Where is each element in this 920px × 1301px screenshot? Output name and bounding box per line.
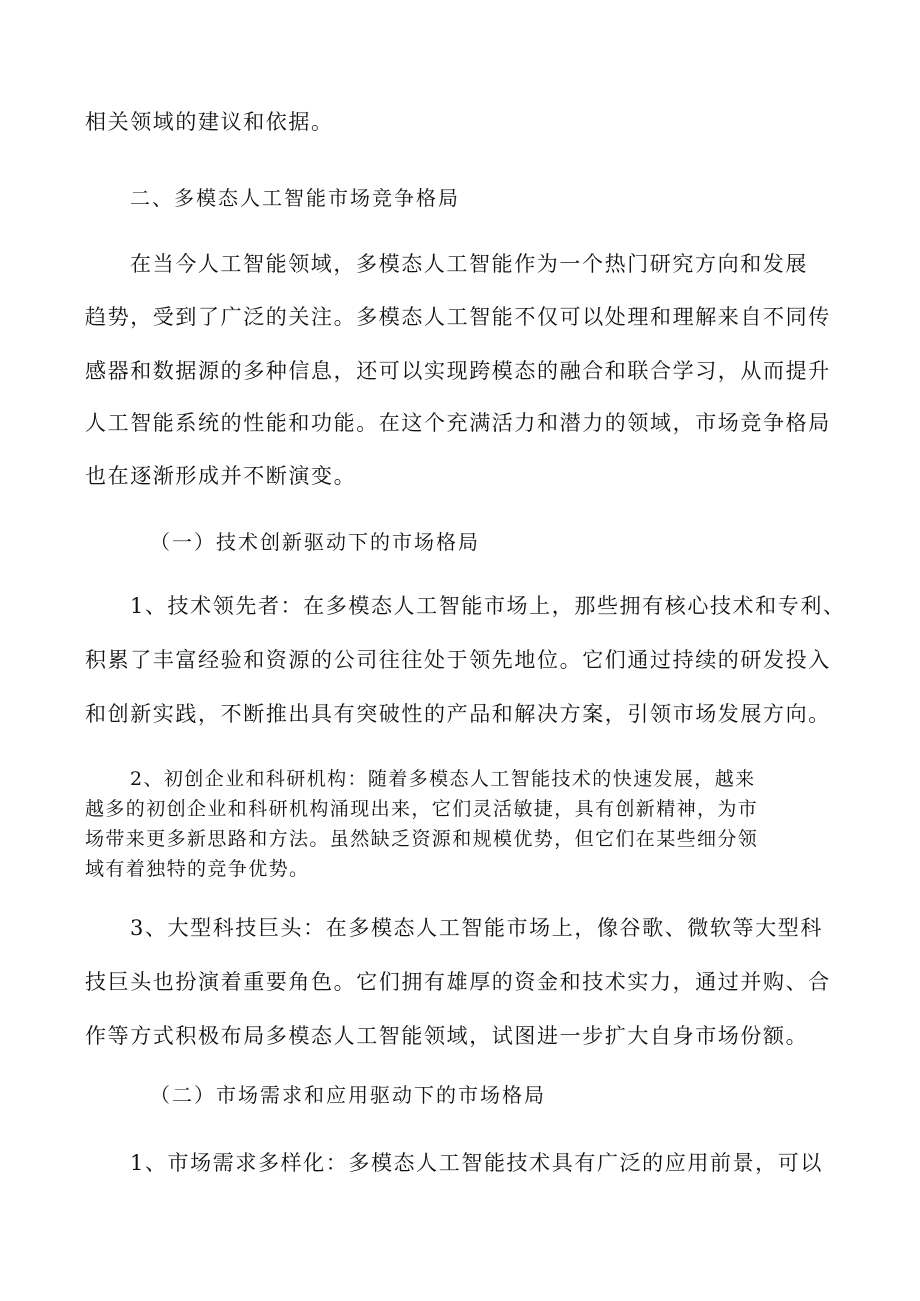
paragraph-line: 2、初创企业和科研机构：随着多模态人工智能技术的快速发展，越来 <box>130 768 756 790</box>
paragraph-line: 1、市场需求多样化：多模态人工智能技术具有广泛的应用前景，可以 <box>130 1151 823 1175</box>
text-line-continuation: 相关领域的建议和依据。 <box>85 110 334 134</box>
paragraph-line: 和创新实践，不断推出具有突破性的产品和解决方案，引领市场发展方向。 <box>85 702 831 726</box>
paragraph-line: 在当今人工智能领域，多模态人工智能作为一个热门研究方向和发展 <box>130 252 808 276</box>
paragraph-line: 趋势，受到了广泛的关注。多模态人工智能不仅可以处理和理解来自不同传 <box>85 305 831 329</box>
paragraph-line: 1、技术领先者：在多模态人工智能市场上，那些拥有核心技术和专利、 <box>130 594 846 618</box>
section-heading: 二、多模态人工智能市场竞争格局 <box>130 186 460 210</box>
paragraph-line: 越多的初创企业和科研机构涌现出来，它们灵活敏捷，具有创新精神，为市 <box>85 798 759 820</box>
paragraph-line: 作等方式积极布局多模态人工智能领域，试图进一步扩大自身市场份额。 <box>85 1024 809 1048</box>
paragraph-line: 域有着独特的竞争优势。 <box>85 858 310 880</box>
paragraph-line: 感器和数据源的多种信息，还可以实现跨模态的融合和联合学习，从而提升 <box>85 359 831 383</box>
paragraph-line: 也在逐渐形成并不断演变。 <box>85 464 357 488</box>
paragraph-line: 积累了丰富经验和资源的公司往往处于领先地位。它们通过持续的研发投入 <box>85 648 831 672</box>
subsection-heading: （二）市场需求和应用驱动下的市场格局 <box>150 1083 546 1107</box>
paragraph-line: 技巨头也扮演着重要角色。它们拥有雄厚的资金和技术实力，通过并购、合 <box>85 970 831 994</box>
paragraph-line: 3、大型科技巨头：在多模态人工智能市场上，像谷歌、微软等大型科 <box>130 916 823 940</box>
subsection-heading: （一）技术创新驱动下的市场格局 <box>150 530 480 554</box>
paragraph-line: 场带来更多新思路和方法。虽然缺乏资源和规模优势，但它们在某些细分领 <box>85 828 759 850</box>
paragraph-line: 人工智能系统的性能和功能。在这个充满活力和潜力的领域，市场竞争格局 <box>85 411 831 435</box>
